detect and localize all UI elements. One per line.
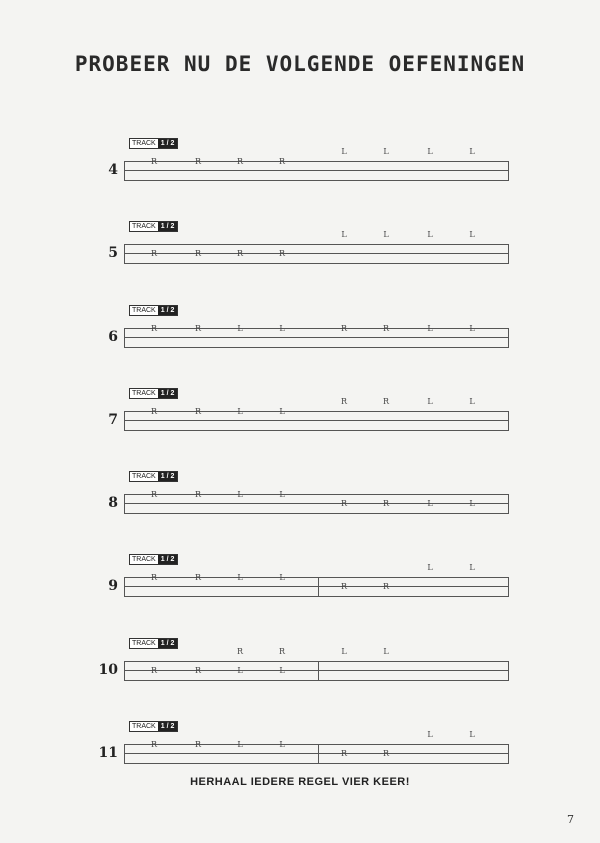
sticking-right: R [150, 157, 158, 166]
sticking-right: R [194, 666, 202, 675]
sticking-left: L [237, 573, 243, 582]
sticking-right: R [150, 740, 158, 749]
exercise-10 [0, 638, 600, 708]
sticking-left: L [383, 147, 389, 156]
stick-staff [124, 490, 509, 513]
sticking-right: R [194, 249, 202, 258]
staff-line [124, 420, 509, 421]
barline [508, 494, 509, 514]
staff-line [124, 170, 509, 171]
sticking-left: L [279, 407, 285, 416]
barline [318, 661, 319, 681]
barline [508, 661, 509, 681]
track-number: 1 / 2 [158, 722, 178, 731]
barline [508, 328, 509, 348]
track-badge [129, 388, 178, 399]
barline [508, 577, 509, 597]
track-label: TRACK [132, 307, 156, 314]
barline [124, 661, 125, 681]
sticking-left: L [427, 499, 433, 508]
sticking-left: L [427, 230, 433, 239]
exercise-number: 5 [108, 245, 118, 261]
sticking-right: R [236, 249, 244, 258]
track-badge [129, 138, 178, 149]
barline [318, 577, 319, 597]
track-label: TRACK [132, 390, 156, 397]
exercise-6 [0, 305, 600, 375]
exercise-number: 7 [108, 412, 118, 428]
sticking-right: R [150, 407, 158, 416]
exercise-number: 10 [98, 662, 118, 678]
sticking-left: L [427, 147, 433, 156]
sticking-left: L [341, 230, 347, 239]
staff-line [124, 337, 509, 338]
staff-line [124, 263, 509, 264]
sticking-left: L [237, 324, 243, 333]
track-number: 1 / 2 [158, 139, 178, 148]
exercise-4 [0, 138, 600, 208]
staff-line [124, 180, 509, 181]
sticking-right: R [194, 157, 202, 166]
sticking-left: L [237, 490, 243, 499]
exercise-number: 6 [108, 329, 118, 345]
stick-staff [124, 397, 509, 430]
exercise-number: 8 [108, 495, 118, 511]
sticking-left: L [341, 147, 347, 156]
barline [508, 244, 509, 264]
barline [124, 744, 125, 764]
barline [508, 411, 509, 431]
sticking-left: L [427, 397, 433, 406]
track-number: 1 / 2 [158, 639, 178, 648]
exercise-number: 4 [108, 162, 118, 178]
sticking-right: R [278, 157, 286, 166]
barline [124, 328, 125, 348]
sticking-left: L [237, 740, 243, 749]
stick-staff [124, 230, 509, 263]
sticking-left: L [279, 666, 285, 675]
stick-staff [124, 324, 509, 347]
sticking-left: L [341, 647, 347, 656]
sticking-right: R [340, 397, 348, 406]
track-number: 1 / 2 [158, 389, 178, 398]
sticking-left: L [237, 666, 243, 675]
barline [124, 244, 125, 264]
barline [318, 744, 319, 764]
sticking-left: L [469, 147, 475, 156]
staff-line [124, 670, 509, 671]
staff-line [124, 577, 509, 578]
sticking-left: L [383, 647, 389, 656]
sticking-left: L [469, 397, 475, 406]
staff-line [124, 328, 509, 329]
track-number: 1 / 2 [158, 222, 178, 231]
sticking-right: R [194, 740, 202, 749]
sticking-left: L [279, 324, 285, 333]
sticking-right: R [236, 647, 244, 656]
staff-line [124, 347, 509, 348]
track-badge [129, 305, 178, 316]
sticking-left: L [469, 499, 475, 508]
track-number: 1 / 2 [158, 306, 178, 315]
sticking-left: L [427, 324, 433, 333]
sticking-left: L [427, 730, 433, 739]
sticking-left: L [469, 730, 475, 739]
track-badge [129, 471, 178, 482]
sticking-right: R [150, 324, 158, 333]
staff-line [124, 661, 509, 662]
staff-line [124, 411, 509, 412]
sticking-left: L [237, 407, 243, 416]
track-label: TRACK [132, 473, 156, 480]
staff-line [124, 430, 509, 431]
sticking-right: R [340, 582, 348, 591]
track-label: TRACK [132, 223, 156, 230]
staff-line [124, 763, 509, 764]
barline [508, 161, 509, 181]
sticking-right: R [382, 499, 390, 508]
barline [124, 577, 125, 597]
track-number: 1 / 2 [158, 555, 178, 564]
sticking-right: R [236, 157, 244, 166]
staff-line [124, 680, 509, 681]
track-badge [129, 221, 178, 232]
staff-line [124, 586, 509, 587]
sticking-right: R [278, 249, 286, 258]
stick-staff [124, 563, 509, 596]
sticking-right: R [340, 499, 348, 508]
track-label: TRACK [132, 640, 156, 647]
staff-line [124, 253, 509, 254]
sticking-right: R [194, 324, 202, 333]
sticking-right: R [194, 573, 202, 582]
sticking-right: R [150, 249, 158, 258]
track-number: 1 / 2 [158, 472, 178, 481]
staff-line [124, 744, 509, 745]
sticking-right: R [150, 490, 158, 499]
staff-line [124, 513, 509, 514]
exercise-number: 9 [108, 578, 118, 594]
sticking-left: L [469, 324, 475, 333]
staff-line [124, 753, 509, 754]
exercise-number: 11 [98, 745, 118, 761]
staff-line [124, 503, 509, 504]
sticking-left: L [469, 230, 475, 239]
sticking-right: R [382, 324, 390, 333]
stick-staff [124, 647, 509, 680]
sticking-right: R [278, 647, 286, 656]
sticking-right: R [194, 407, 202, 416]
sticking-right: R [340, 749, 348, 758]
sticking-right: R [382, 397, 390, 406]
track-badge [129, 638, 178, 649]
exercise-9 [0, 554, 600, 624]
sticking-right: R [382, 749, 390, 758]
sticking-right: R [194, 490, 202, 499]
track-label: TRACK [132, 140, 156, 147]
staff-line [124, 596, 509, 597]
page-title: PROBEER NU DE VOLGENDE OEFENINGEN [74, 52, 526, 76]
sticking-left: L [279, 490, 285, 499]
barline [508, 744, 509, 764]
exercise-5 [0, 221, 600, 291]
barline [124, 494, 125, 514]
sticking-left: L [279, 740, 285, 749]
sticking-left: L [469, 563, 475, 572]
sticking-right: R [150, 573, 158, 582]
sticking-left: L [279, 573, 285, 582]
exercise-7 [0, 388, 600, 458]
staff-line [124, 494, 509, 495]
stick-staff [124, 730, 509, 763]
track-badge [129, 721, 178, 732]
sticking-left: L [427, 563, 433, 572]
barline [124, 161, 125, 181]
sticking-left: L [383, 230, 389, 239]
stick-staff [124, 147, 509, 180]
track-label: TRACK [132, 556, 156, 563]
staff-line [124, 161, 509, 162]
page-number: 7 [567, 813, 574, 826]
track-badge [129, 554, 178, 565]
staff-line [124, 244, 509, 245]
exercise-8 [0, 471, 600, 541]
sticking-right: R [340, 324, 348, 333]
barline [124, 411, 125, 431]
sticking-right: R [382, 582, 390, 591]
sticking-right: R [150, 666, 158, 675]
footer-note: HERHAAL IEDERE REGEL VIER KEER! [190, 776, 410, 788]
track-label: TRACK [132, 723, 156, 730]
